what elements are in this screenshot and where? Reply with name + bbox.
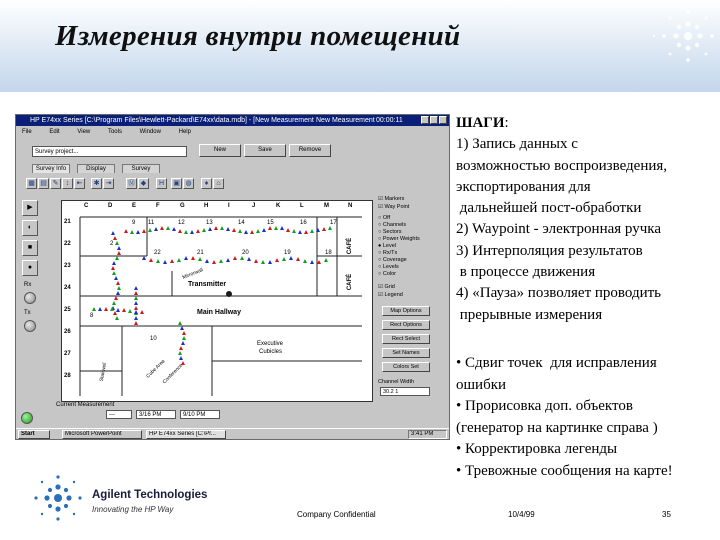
measurement-marker bbox=[289, 256, 293, 260]
measurement-marker bbox=[196, 229, 200, 233]
app-title-clock: 00:00:11 bbox=[376, 117, 403, 124]
map-col: D bbox=[108, 203, 113, 209]
measurement-marker bbox=[310, 229, 314, 233]
record-icon[interactable]: ● bbox=[22, 260, 38, 276]
waypoint-number: 22 bbox=[154, 250, 161, 256]
frame-icon[interactable]: ▣ bbox=[171, 178, 182, 189]
map-row: 21 bbox=[64, 219, 71, 225]
radio-sectors[interactable]: ○ Sectors bbox=[378, 229, 402, 235]
radio-label: Color bbox=[382, 271, 397, 277]
new-button[interactable]: New bbox=[199, 144, 241, 157]
map-row: 25 bbox=[64, 307, 71, 313]
radio-label: Power Weights bbox=[382, 236, 420, 242]
minimize-button[interactable] bbox=[421, 116, 429, 124]
step-line: 4) «Пауза» позволяет проводить bbox=[456, 285, 662, 302]
taskbar bbox=[16, 428, 449, 440]
measurement-marker bbox=[170, 259, 174, 263]
waypoint-number: 20 bbox=[242, 250, 249, 256]
waypoint-number: 8 bbox=[90, 313, 94, 319]
room-label: Cubicles bbox=[259, 349, 283, 355]
measurement-marker bbox=[140, 310, 144, 314]
measurement-marker bbox=[268, 260, 272, 264]
measurement-marker bbox=[178, 351, 182, 355]
map-col: C bbox=[84, 203, 89, 209]
radio-levels[interactable]: ○ Levels bbox=[378, 264, 399, 270]
check-label: Legend bbox=[384, 292, 403, 298]
channel-width-field[interactable]: 30.2 1 bbox=[380, 387, 430, 396]
steps-heading-line bbox=[456, 113, 720, 134]
measurement-marker bbox=[190, 230, 194, 234]
pause-icon[interactable]: ◐ bbox=[22, 220, 38, 236]
menu-view[interactable]: View bbox=[77, 129, 91, 135]
floor-plan-map[interactable] bbox=[61, 200, 373, 402]
check-grid[interactable]: ☑ Grid bbox=[378, 284, 395, 290]
measurement-marker bbox=[113, 236, 117, 240]
measurement-marker bbox=[124, 229, 128, 233]
measurement-marker bbox=[220, 226, 224, 230]
rotated-label: Stairwell bbox=[98, 362, 109, 382]
menu-window[interactable]: Window bbox=[139, 129, 161, 135]
note-line: • Прорисовка доп. объектов bbox=[456, 398, 633, 414]
measurement-marker bbox=[310, 260, 314, 264]
measurement-marker bbox=[233, 256, 237, 260]
note-line: • Сдвиг точек для исправления bbox=[456, 355, 657, 371]
waypoint-number: 11 bbox=[148, 220, 155, 226]
measurement-marker bbox=[98, 307, 102, 311]
measurement-marker bbox=[122, 308, 126, 312]
measurement-marker bbox=[298, 230, 302, 234]
rotated-label: Conference bbox=[161, 362, 185, 386]
measurement-marker bbox=[115, 256, 119, 260]
measurement-marker bbox=[148, 228, 152, 232]
measurement-marker bbox=[166, 226, 170, 230]
side-label: CAFÉ bbox=[347, 237, 354, 255]
tx-label: Tx bbox=[24, 310, 31, 316]
survey-input[interactable]: Survey project... bbox=[32, 146, 187, 157]
measurement-marker bbox=[286, 228, 290, 232]
marker-layer bbox=[62, 201, 372, 401]
measurement-marker bbox=[180, 326, 184, 330]
measurement-marker bbox=[134, 291, 138, 295]
room-label: Executive bbox=[257, 341, 284, 347]
measurement-marker bbox=[177, 258, 181, 262]
taskbar-clock: 3:41 PM bbox=[408, 430, 447, 439]
stop-icon[interactable]: ■ bbox=[22, 240, 38, 256]
remove-button[interactable]: Remove bbox=[289, 144, 331, 157]
radio-power[interactable]: ○ Power Weights bbox=[378, 236, 420, 242]
step-line: экспортирования для bbox=[456, 178, 591, 195]
note-line: ошибки bbox=[456, 376, 507, 393]
pen-icon[interactable]: ✎ bbox=[50, 178, 61, 189]
note-line: • Корректировка легенды bbox=[456, 441, 618, 457]
slide-title: Измерения внутри помещений bbox=[55, 20, 461, 52]
colors-set-button[interactable]: Colors Set bbox=[382, 362, 430, 372]
measurement-marker bbox=[112, 271, 116, 275]
waypoint-number: 14 bbox=[238, 220, 245, 226]
measurement-marker bbox=[191, 256, 195, 260]
waypoint-number: 2 bbox=[110, 241, 114, 247]
measurement-marker bbox=[92, 307, 96, 311]
tab-survey[interactable]: Survey bbox=[122, 164, 160, 173]
menu-edit[interactable]: Edit bbox=[49, 129, 60, 135]
measurement-marker bbox=[134, 316, 138, 320]
menu-file[interactable]: File bbox=[22, 129, 32, 135]
note-line: (генератор на картинке справа ) bbox=[456, 419, 658, 436]
measurement-marker bbox=[304, 230, 308, 234]
play-icon[interactable]: ▶ bbox=[22, 200, 38, 216]
map-col: L bbox=[300, 203, 304, 209]
note-line: • Тревожные сообщения на карте! bbox=[456, 462, 673, 479]
map-col: N bbox=[348, 203, 353, 209]
step-line: 3) Интерполяция результатов bbox=[456, 242, 643, 259]
check-label: Way Point bbox=[384, 204, 410, 210]
starburst-decoration-icon bbox=[638, 0, 720, 75]
measurement-marker bbox=[292, 229, 296, 233]
measurement-marker bbox=[328, 226, 332, 230]
measurement-marker bbox=[184, 230, 188, 234]
measurement-marker bbox=[104, 307, 108, 311]
measurement-marker bbox=[111, 231, 115, 235]
radio-label: Levels bbox=[382, 264, 399, 270]
tab-survey-info[interactable]: Survey Info bbox=[32, 164, 70, 173]
check-label: Markers bbox=[384, 196, 405, 202]
measurement-marker bbox=[247, 257, 251, 261]
status-label: Current Measurement bbox=[56, 402, 115, 408]
measurement-marker bbox=[198, 257, 202, 261]
waypoint-number: 18 bbox=[325, 250, 332, 256]
measurement-marker bbox=[212, 260, 216, 264]
diamond-icon[interactable]: ◆ bbox=[138, 178, 149, 189]
step-line: возможностью воспроизведения, bbox=[456, 157, 668, 174]
map-col: I bbox=[228, 203, 230, 209]
measurement-marker bbox=[115, 316, 119, 320]
status-led-icon bbox=[21, 412, 33, 424]
status-box: 9/10 PM bbox=[180, 410, 220, 419]
measurement-marker bbox=[130, 230, 134, 234]
transmitter-icon bbox=[226, 291, 232, 297]
radio-color[interactable]: ○ Color bbox=[378, 271, 397, 277]
radio-label: Sectors bbox=[382, 229, 402, 235]
measurement-marker bbox=[142, 256, 146, 260]
rotated-label: Cube Area bbox=[145, 358, 167, 380]
measurement-marker bbox=[134, 310, 138, 314]
measurement-marker bbox=[254, 259, 258, 263]
map-row: 27 bbox=[64, 351, 71, 357]
waypoint-number: 21 bbox=[197, 250, 204, 256]
transmitter-label: Transmitter bbox=[188, 281, 227, 288]
measurement-marker bbox=[322, 227, 326, 231]
radio-rxtx[interactable]: ○ Rx/Tx bbox=[378, 250, 398, 256]
circle-icon[interactable]: ◍ bbox=[183, 178, 194, 189]
waypoint-number: 13 bbox=[206, 220, 213, 226]
brand-tagline: Innovating the HP Way bbox=[92, 505, 174, 514]
map-col: J bbox=[252, 203, 256, 209]
taskbar-item[interactable]: Microsoft PowerPoint bbox=[62, 430, 142, 439]
measurement-marker bbox=[112, 301, 116, 305]
map-row: 23 bbox=[64, 263, 71, 269]
marker-icon[interactable]: Ⓜ bbox=[128, 180, 135, 187]
check-markers[interactable]: ☑ Markers bbox=[378, 196, 405, 202]
measurement-marker bbox=[112, 261, 116, 265]
measurement-marker bbox=[280, 226, 284, 230]
waypoint-number: 19 bbox=[284, 250, 291, 256]
measurement-marker bbox=[117, 246, 121, 250]
app-window-title: HP E74xx Series [C:\Program Files\Hewlett-Packard\E74xx\data.mdb] - [New Measurement bbox=[30, 117, 314, 124]
waypoint-number: 15 bbox=[267, 220, 274, 226]
waypoint-number: 12 bbox=[178, 220, 185, 226]
radio-label: Rx/Tx bbox=[382, 250, 398, 256]
tx-indicator bbox=[24, 320, 36, 332]
measurement-marker bbox=[303, 259, 307, 263]
rect-options-button[interactable]: Rect Options bbox=[382, 320, 430, 330]
measurement-marker bbox=[142, 229, 146, 233]
measurement-marker bbox=[156, 259, 160, 263]
menu-bar bbox=[16, 127, 449, 137]
measurement-marker bbox=[250, 230, 254, 234]
measurement-marker bbox=[184, 256, 188, 260]
measurement-marker bbox=[182, 331, 186, 335]
start-button[interactable]: Start bbox=[18, 430, 50, 439]
steps-colon: : bbox=[504, 115, 509, 131]
notes-block bbox=[456, 353, 720, 482]
measurement-marker bbox=[117, 286, 121, 290]
measurement-marker bbox=[179, 356, 183, 360]
step-line: дальнейшей пост-обработки bbox=[456, 200, 642, 217]
radio-channels[interactable]: ○ Channels bbox=[378, 222, 407, 228]
tab-display[interactable]: Display bbox=[77, 164, 115, 173]
star-icon[interactable]: ✱ bbox=[91, 178, 102, 189]
measurement-marker bbox=[296, 257, 300, 261]
measurement-marker bbox=[226, 227, 230, 231]
map-col: F bbox=[156, 203, 160, 209]
map-col: E bbox=[132, 203, 137, 209]
measurement-marker bbox=[268, 226, 272, 230]
measurement-marker bbox=[128, 309, 132, 313]
save-button[interactable]: Save bbox=[244, 144, 286, 157]
right-panel bbox=[376, 196, 442, 396]
measurement-marker bbox=[136, 230, 140, 234]
measurement-marker bbox=[116, 281, 120, 285]
hallway-label: Main Hallway bbox=[197, 309, 241, 316]
measurement-marker bbox=[275, 258, 279, 262]
radio-label: Level bbox=[382, 243, 397, 249]
measurement-marker bbox=[179, 346, 183, 350]
measurement-marker bbox=[244, 230, 248, 234]
status-box: --- bbox=[106, 410, 132, 419]
status-box: 3/16 PM bbox=[136, 410, 176, 419]
map-row: 22 bbox=[64, 241, 71, 247]
map-row: 26 bbox=[64, 329, 71, 335]
measurement-marker bbox=[226, 258, 230, 262]
radio-coverage[interactable]: ○ Coverage bbox=[378, 257, 407, 263]
channel-width-label: Channel Width bbox=[378, 379, 415, 385]
measurement-marker bbox=[316, 228, 320, 232]
home-icon[interactable]: ⌂ bbox=[213, 178, 224, 189]
radio-label: Coverage bbox=[382, 257, 407, 263]
measurement-marker bbox=[317, 260, 321, 264]
map-col: H bbox=[204, 203, 209, 209]
waypoint-number: 10 bbox=[150, 336, 157, 342]
close-button[interactable] bbox=[439, 116, 447, 124]
grid-icon[interactable]: ▦ bbox=[26, 178, 37, 189]
map-row: 24 bbox=[64, 285, 71, 291]
rect-select-button[interactable]: Rect Select bbox=[382, 334, 430, 344]
step-line: 1) Запись данных с bbox=[456, 136, 578, 153]
measurement-marker bbox=[134, 301, 138, 305]
set-names-button[interactable]: Set Names bbox=[382, 348, 430, 358]
hand-icon[interactable]: H bbox=[156, 178, 167, 189]
measurement-marker bbox=[205, 259, 209, 263]
list-icon[interactable]: ▤ bbox=[38, 178, 49, 189]
map-col: M bbox=[324, 203, 329, 209]
radio-label: Channels bbox=[382, 222, 407, 228]
app-titlebar bbox=[16, 115, 449, 126]
measurement-marker bbox=[324, 258, 328, 262]
rotated-label: Mirrorwall bbox=[181, 267, 205, 281]
footer-date: 10/4/99 bbox=[508, 510, 535, 519]
measurement-marker bbox=[214, 226, 218, 230]
agilent-spark-logo-icon bbox=[30, 473, 86, 523]
waypoint-number: 16 bbox=[300, 220, 307, 226]
measurement-marker bbox=[163, 260, 167, 264]
menu-tools[interactable]: Tools bbox=[107, 129, 122, 135]
measurement-marker bbox=[114, 296, 118, 300]
last-icon[interactable]: ⇥ bbox=[103, 178, 114, 189]
check-legend[interactable]: ☑ Legend bbox=[378, 292, 403, 298]
check-label: Grid bbox=[384, 284, 395, 290]
measurement-marker bbox=[114, 276, 118, 280]
icon-toolbar bbox=[26, 178, 246, 191]
measurement-marker bbox=[117, 251, 121, 255]
resize-icon[interactable]: ↕ bbox=[62, 178, 73, 189]
measurement-marker bbox=[111, 266, 115, 270]
app-title-segment: New Measurement bbox=[316, 117, 375, 124]
measurement-marker bbox=[172, 227, 176, 231]
radio-label: Off bbox=[382, 215, 391, 221]
step-line: в процессе движения bbox=[456, 264, 596, 281]
app-window bbox=[15, 114, 450, 440]
steps-heading: ШАГИ bbox=[456, 115, 505, 131]
measurement-marker bbox=[208, 227, 212, 231]
measurement-marker bbox=[219, 259, 223, 263]
measurement-marker bbox=[178, 321, 182, 325]
measurement-marker bbox=[274, 226, 278, 230]
measurement-marker bbox=[115, 241, 119, 245]
measurement-marker bbox=[134, 321, 138, 325]
radio-level[interactable]: ● Level bbox=[378, 243, 397, 249]
measurement-marker bbox=[116, 308, 120, 312]
measurement-marker bbox=[178, 229, 182, 233]
taskbar-item[interactable]: HP E74xx Series [C:\Pr... bbox=[146, 430, 226, 439]
map-col: K bbox=[276, 203, 281, 209]
measurement-marker bbox=[261, 260, 265, 264]
waypoint-number: 9 bbox=[132, 220, 136, 226]
footer-confidential: Company Confidential bbox=[297, 510, 376, 519]
measurement-marker bbox=[240, 256, 244, 260]
steps-block bbox=[456, 113, 720, 326]
step-line: прерывные измерения bbox=[456, 306, 603, 323]
check-waypoint[interactable]: ☑ Way Point bbox=[378, 204, 410, 210]
measurement-marker bbox=[232, 228, 236, 232]
rx-indicator bbox=[24, 292, 36, 304]
measurement-marker bbox=[181, 341, 185, 345]
measurement-marker bbox=[160, 226, 164, 230]
measurement-marker bbox=[238, 229, 242, 233]
map-row: 28 bbox=[64, 373, 71, 379]
measurement-marker bbox=[134, 296, 138, 300]
measurement-marker bbox=[154, 227, 158, 231]
measurement-marker bbox=[282, 257, 286, 261]
measurement-marker bbox=[202, 228, 206, 232]
measurement-marker bbox=[116, 291, 120, 295]
menu-help[interactable]: Help bbox=[178, 129, 191, 135]
measurement-marker bbox=[149, 258, 153, 262]
maximize-button[interactable] bbox=[430, 116, 438, 124]
measurement-marker bbox=[262, 228, 266, 232]
measurement-marker bbox=[182, 336, 186, 340]
brand-name: Agilent Technologies bbox=[92, 489, 208, 501]
step-line: 2) Waypoint - электронная ручка bbox=[456, 221, 661, 238]
measurement-marker bbox=[134, 286, 138, 290]
waypoint-icon[interactable]: ♦ bbox=[201, 178, 212, 189]
radio-off[interactable]: ○ Off bbox=[378, 215, 391, 221]
first-icon[interactable]: ⇤ bbox=[74, 178, 85, 189]
side-label: CAFÉ bbox=[347, 273, 354, 291]
footer-page-number: 35 bbox=[662, 510, 671, 519]
map-col: G bbox=[180, 203, 185, 209]
waypoint-number: 17 bbox=[330, 220, 337, 226]
measurement-marker bbox=[110, 307, 114, 311]
map-options-button[interactable]: Map Options bbox=[382, 306, 430, 316]
rx-label: Rx bbox=[24, 282, 32, 288]
measurement-marker bbox=[256, 229, 260, 233]
